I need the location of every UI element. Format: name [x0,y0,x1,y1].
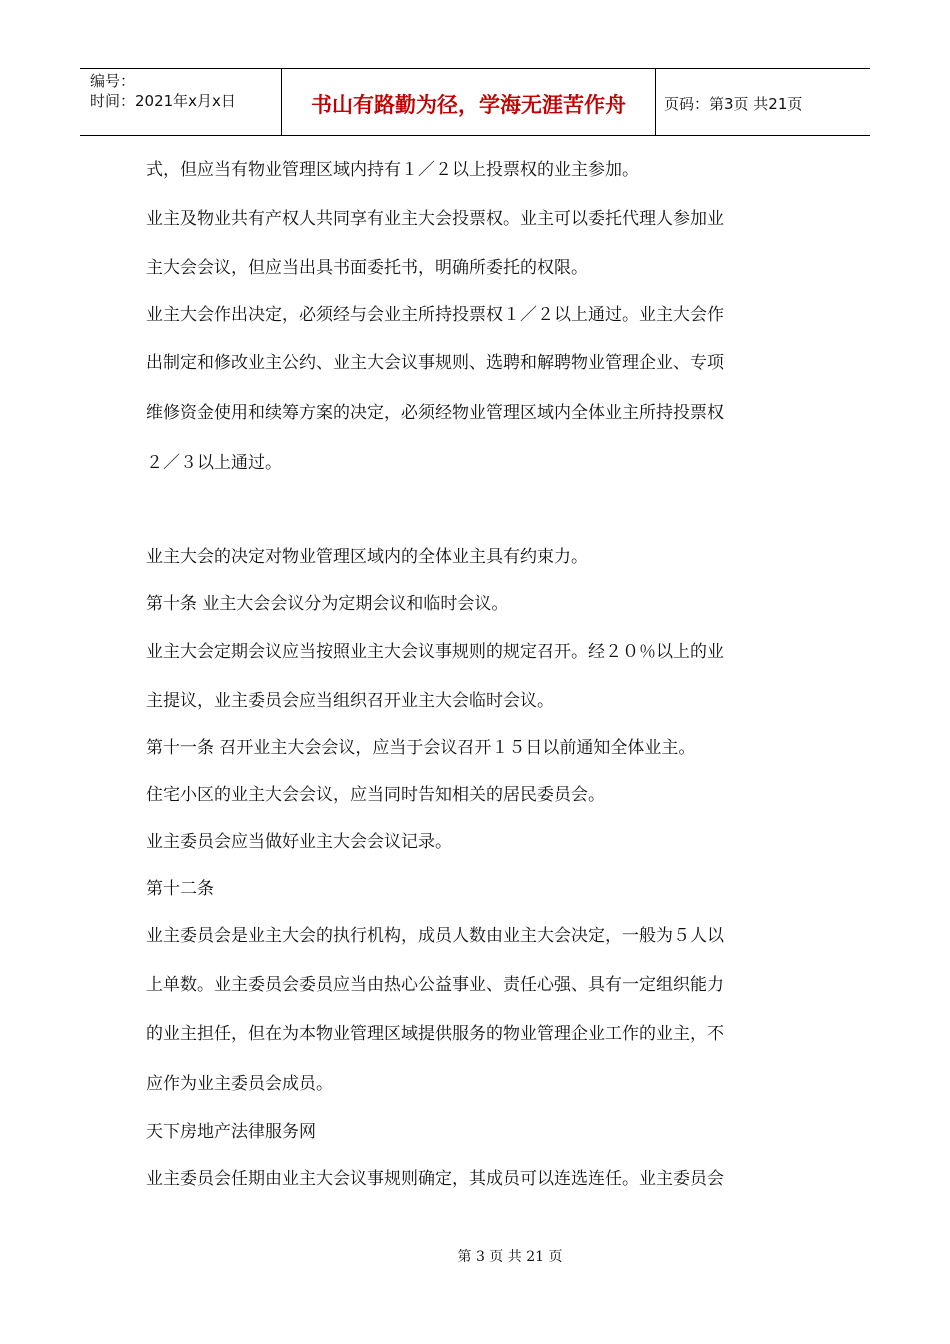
body-line: 主大会会议，但应当出具书面委托书，明确所委托的权限。 [146,258,588,278]
body-line: 业主委员会任期由业主大会议事规则确定，其成员可以连选连任。业主委员会 [146,1169,724,1189]
page-header [80,68,870,136]
body-line: 业主委员会是业主大会的执行机构，成员人数由业主大会决定，一般为５人以 [146,926,724,946]
header-page-number: 页码：第3页 共21页 [664,94,803,113]
body-line: 主提议，业主委员会应当组织召开业主大会临时会议。 [146,691,554,711]
body-line: 业主大会定期会议应当按照业主大会议事规则的规定召开。经２０％以上的业 [146,642,724,662]
body-line: 上单数。业主委员会委员应当由热心公益事业、责任心强、具有一定组织能力 [146,975,724,995]
body-line: 第十一条 召开业主大会会议，应当于会议召开１５日以前通知全体业主。 [146,738,696,758]
body-line: 的业主担任，但在为本物业管理区域提供服务的物业管理企业工作的业主，不 [146,1024,724,1044]
body-line: 出制定和修改业主公约、业主大会议事规则、选聘和解聘物业管理企业、专项 [146,353,724,373]
body-line: 业主委员会应当做好业主大会会议记录。 [146,832,452,852]
body-line: 业主大会的决定对物业管理区域内的全体业主具有约束力。 [146,547,588,567]
body-line: 第十条 业主大会会议分为定期会议和临时会议。 [146,594,509,614]
body-line: 第十二条 [146,879,214,899]
document-number: 编号： [90,72,136,90]
document-time: 时间：2021年x月x日 [90,92,236,110]
body-line: 住宅小区的业主大会会议，应当同时告知相关的居民委员会。 [146,785,605,805]
body-line: 业主及物业共有产权人共同享有业主大会投票权。业主可以委托代理人参加业 [146,209,724,229]
body-line: ２／３以上通过。 [146,453,282,473]
body-line: 天下房地产法律服务网 [146,1122,316,1142]
page-footer: 第 3 页 共 21 页 [457,1249,563,1265]
body-line: 应作为业主委员会成员。 [146,1074,333,1094]
header-motto: 书山有路勤为径，学海无涯苦作舟 [282,69,656,135]
body-line: 式，但应当有物业管理区域内持有１／２以上投票权的业主参加。 [146,160,639,180]
body-line: 业主大会作出决定，必须经与会业主所持投票权１／２以上通过。业主大会作 [146,305,724,325]
header-meta [80,69,282,135]
body-line: 维修资金使用和续筹方案的决定，必须经物业管理区域内全体业主所持投票权 [146,403,724,423]
